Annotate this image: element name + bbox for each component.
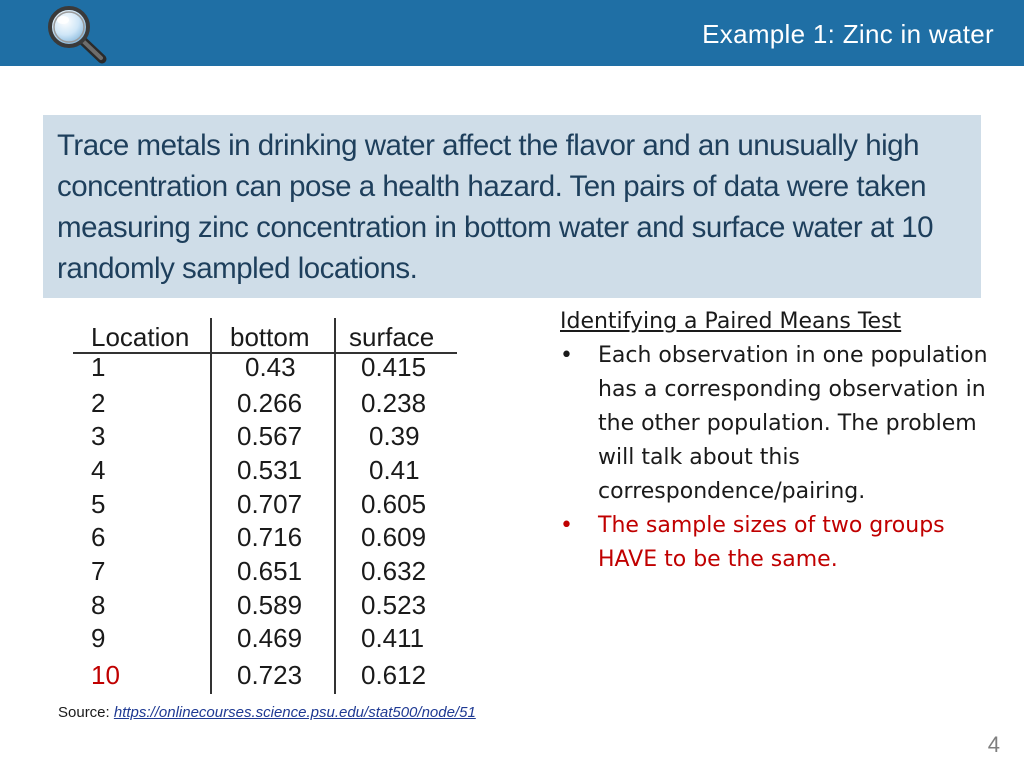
bullet-item-highlight <box>560 509 1000 577</box>
table-cell-bottom: 0.43 <box>245 352 296 382</box>
source-link[interactable]: https://onlinecourses.science.psu.edu/stat500/node/51 <box>113 704 476 721</box>
bullet-text: The sample sizes of two groups HAVE to be the same. <box>598 513 945 572</box>
bullet-marker: • <box>560 513 573 538</box>
table-cell-location-highlight: 10 <box>91 660 120 690</box>
table-cell-location: 9 <box>91 623 106 653</box>
table-cell-location: 1 <box>91 352 106 382</box>
intro-text: Trace metals in drinking water affect the flavor and an unusually high concentration can pose a health hazard. Ten pairs of data were taken measuring zinc concentration in bottom water and surface water at 10 randomly sampled locations. <box>57 129 934 285</box>
bullet-marker: • <box>560 343 573 368</box>
column-divider-2 <box>334 318 336 694</box>
table-cell-surface: 0.39 <box>369 421 420 451</box>
table-cell-surface: 0.41 <box>369 455 420 485</box>
data-table <box>73 318 463 696</box>
table-cell-bottom: 0.266 <box>237 388 303 418</box>
paired-test-panel <box>560 305 1000 577</box>
table-cell-surface: 0.632 <box>361 556 427 586</box>
table-cell-location: 7 <box>91 556 106 586</box>
table-cell-surface: 0.238 <box>361 388 427 418</box>
table-cell-bottom: 0.567 <box>237 421 303 451</box>
source-label: Source: <box>58 704 114 721</box>
column-header-bottom: bottom <box>230 322 310 352</box>
table-cell-surface: 0.612 <box>361 660 427 690</box>
panel-heading: Identifying a Paired Means Test <box>560 309 902 334</box>
table-cell-location: 2 <box>91 388 106 418</box>
intro-box <box>43 115 981 298</box>
table-cell-location: 3 <box>91 421 106 451</box>
table-cell-location: 5 <box>91 489 106 519</box>
table-cell-bottom: 0.469 <box>237 623 303 653</box>
table-cell-surface: 0.609 <box>361 522 427 552</box>
table-cell-bottom: 0.651 <box>237 556 303 586</box>
table-cell-location: 4 <box>91 455 106 485</box>
table-cell-surface: 0.605 <box>361 489 427 519</box>
column-divider-1 <box>210 318 212 694</box>
column-header-surface: surface <box>349 322 435 352</box>
source-citation <box>58 704 476 721</box>
table-cell-bottom: 0.589 <box>237 590 303 620</box>
table-cell-bottom: 0.723 <box>237 660 303 690</box>
bullet-text: Each observation in one population has a corresponding observation in the other population. The problem will talk about this correspondence/pairing. <box>598 343 988 504</box>
bullet-item <box>560 339 1000 509</box>
table-cell-bottom: 0.716 <box>237 522 303 552</box>
header-bar <box>0 0 1024 66</box>
table-cell-surface: 0.415 <box>361 352 427 382</box>
column-header-location: Location <box>91 322 190 352</box>
table-cell-bottom: 0.707 <box>237 489 303 519</box>
page-number: 4 <box>987 732 1000 757</box>
slide-title: Example 1: Zinc in water <box>702 19 994 49</box>
magnifying-glass-icon <box>44 4 108 64</box>
table-cell-location: 6 <box>91 522 106 552</box>
table-cell-bottom: 0.531 <box>237 455 303 485</box>
table-cell-location: 8 <box>91 590 106 620</box>
table-cell-surface: 0.411 <box>361 623 425 653</box>
table-cell-surface: 0.523 <box>361 590 427 620</box>
